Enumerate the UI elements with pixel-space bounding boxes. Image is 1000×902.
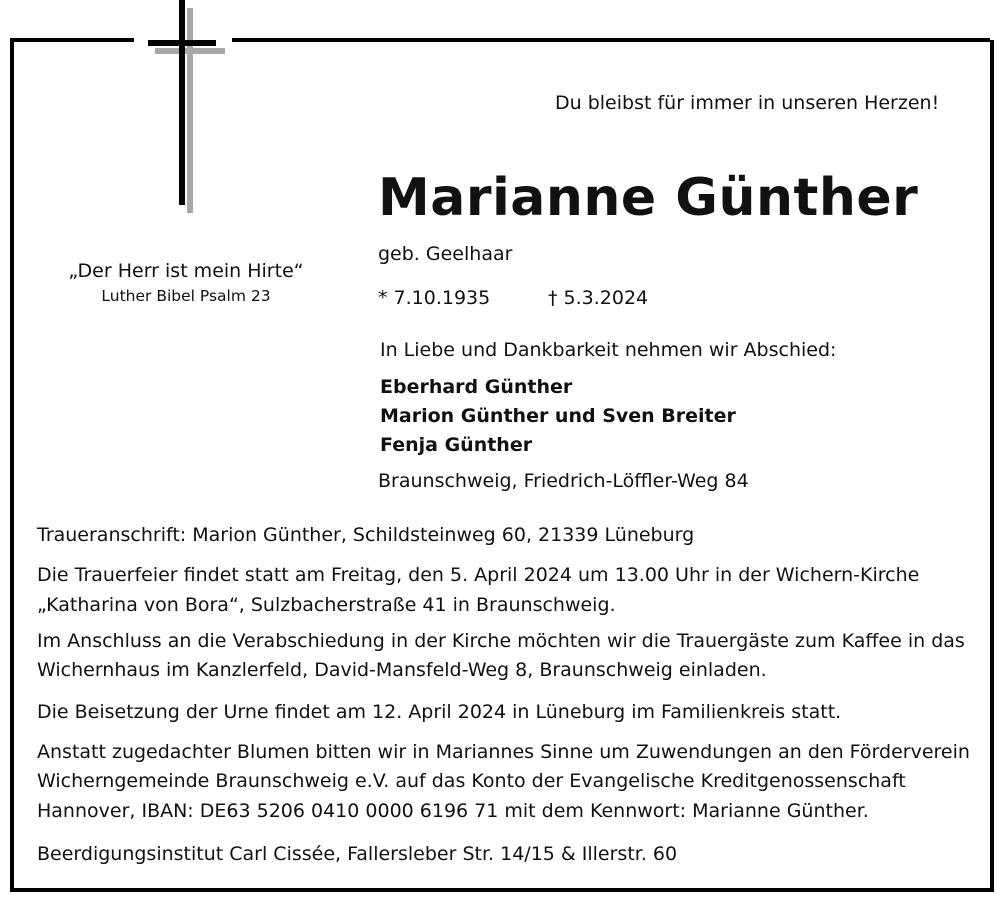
funeral-home-line: Beerdigungsinstitut Carl Cissée, Fallersleber Str. 14/15 & Illerstr. 60: [37, 843, 678, 865]
donation-line: Anstatt zugedachter Blumen bitten wir in Mariannes Sinne um Zuwendungen an den Förderverein: [37, 741, 970, 763]
donation-line: Wicherngemeinde Braunschweig e.V. auf das Konto der Evangelische Kreditgenossenschaft: [37, 770, 906, 792]
frame-top-right-rule: [232, 38, 990, 42]
family-address: Braunschweig, Friedrich-Löffler-Weg 84: [378, 470, 749, 492]
reception-line: Wichernhaus im Kanzlerfeld, David-Mansfeld-Weg 8, Braunschweig einladen.: [37, 659, 767, 681]
motto: Du bleibst für immer in unseren Herzen!: [555, 92, 940, 114]
frame-top-left-rule: [10, 38, 134, 42]
funeral-service-line: Die Trauerfeier findet statt am Freitag, den 5. April 2024 um 13.00 Uhr in der Wichern-Kirche: [37, 564, 920, 586]
burial-line: Die Beisetzung der Urne findet am 12. April 2024 in Lüneburg im Familienkreis statt.: [37, 701, 842, 723]
mourning-address-line: Traueranschrift: Marion Günther, Schildsteinweg 60, 21339 Lüneburg: [37, 524, 695, 546]
maiden-name: geb. Geelhaar: [378, 243, 513, 265]
reception-line: Im Anschluss an die Verabschiedung in der Kirche möchten wir die Trauergäste zum Kaffee in das: [37, 630, 965, 652]
mourner-name: Fenja Günther: [380, 434, 533, 456]
birth-date: * 7.10.1935: [378, 287, 491, 309]
farewell-text: In Liebe und Dankbarkeit nehmen wir Abschied:: [380, 339, 837, 361]
donation-line: Hannover, IBAN: DE63 5206 0410 0000 6196 71 mit dem Kennwort: Marianne Günther.: [37, 800, 869, 822]
death-date: † 5.3.2024: [548, 287, 649, 309]
deceased-name: Marianne Günther: [378, 168, 919, 228]
cross-icon: [145, 0, 225, 215]
mourner-name: Eberhard Günther: [380, 376, 573, 398]
funeral-service-line: „Katharina von Bora“, Sulzbacherstraße 41 in Braunschweig.: [37, 594, 616, 616]
mourner-name: Marion Günther und Sven Breiter: [380, 405, 736, 427]
bible-quote: „Der Herr ist mein Hirte“: [68, 260, 304, 282]
quote-source: Luther Bibel Psalm 23: [101, 287, 271, 305]
